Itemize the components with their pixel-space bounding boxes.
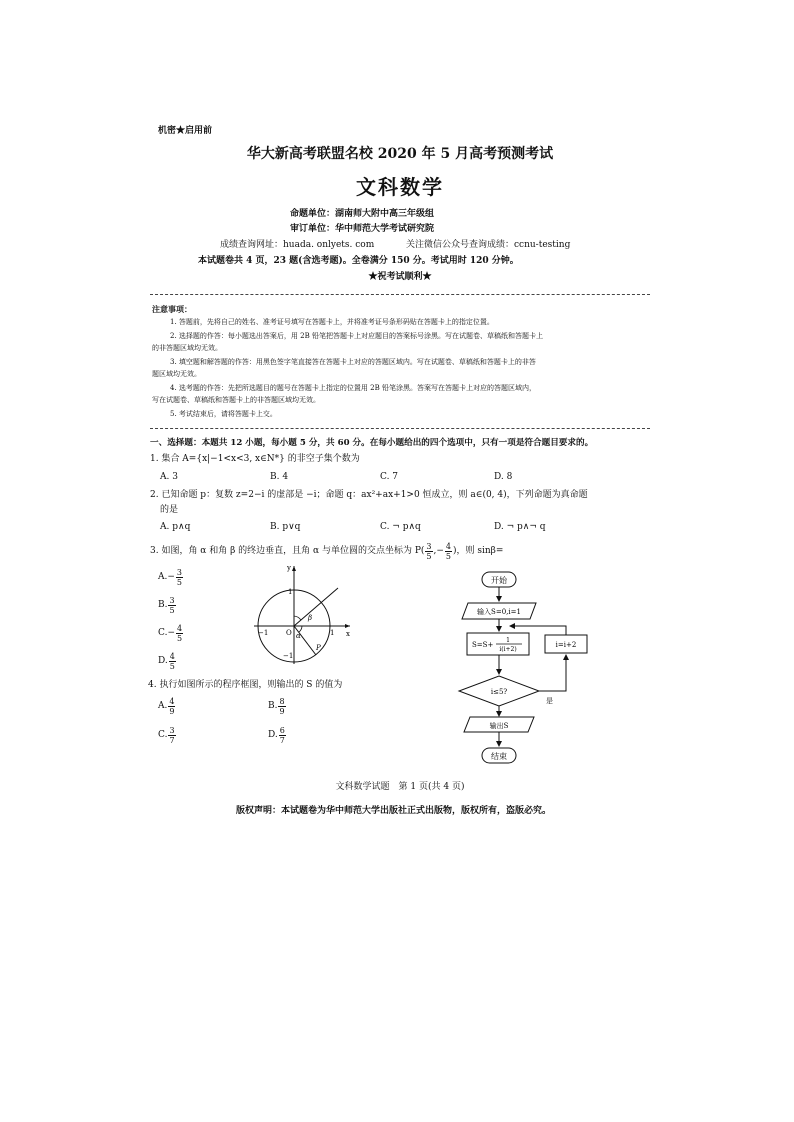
unit-circle-figure: [250, 560, 360, 670]
q4-option-a: [158, 697, 176, 716]
q4-option-den: 7: [279, 736, 285, 745]
beta-terminal-side: [294, 588, 338, 626]
alpha-label: α: [296, 632, 301, 640]
notice-line: 题区域均无效。: [152, 370, 201, 378]
q3-py-sign: −: [436, 546, 444, 556]
q4-option-fraction: [168, 697, 175, 716]
review-unit: 审订单位：华中师范大学考试研究院: [290, 224, 435, 234]
q2-option-d: D. ¬ p∧¬ q: [494, 522, 546, 532]
q3-option-sign: −: [167, 628, 175, 638]
q4-option-label: A.: [158, 701, 168, 711]
tick-one-right: 1: [330, 629, 335, 637]
flow-output-label: 输出S: [489, 722, 509, 730]
q4-option-b: [268, 697, 287, 716]
q3-option-d: [158, 652, 177, 671]
flow-end-label: 结束: [491, 752, 507, 761]
volume-info: 本试题卷共 4 页，23 题(含选考题)。全卷满分 150 分。考试用时 120 分钟。: [198, 256, 519, 266]
q4-stem: 4. 执行如图所示的程序框图，则输出的 S 的值为: [148, 680, 343, 690]
q4-option-den: 9: [279, 707, 285, 716]
q4-option-den: 7: [169, 736, 175, 745]
q1-option-d: D. 8: [494, 472, 513, 482]
q1-option-b: B. 4: [270, 472, 289, 482]
copyright-notice: 版权声明：本试题卷为华中师范大学出版社正式出版物，版权所有，盗版必究。: [236, 806, 552, 816]
q4-option-c: [158, 726, 177, 745]
q3-px-den: 5: [426, 552, 432, 561]
exam-title: 华大新高考联盟名校 2020 年 5 月高考预测考试: [246, 146, 554, 162]
q1-option-a: A. 3: [160, 472, 178, 482]
author-unit: 命题单位：湖南师大附中高三年级组: [290, 209, 435, 219]
secret-label: 机密★启用前: [158, 126, 213, 136]
tick-neg-one-bottom: −1: [283, 652, 294, 660]
q3-option-label: C.: [158, 628, 168, 638]
q3-option-fraction: [168, 596, 175, 615]
q3-option-sign: −: [167, 572, 175, 582]
flow-assign-den: i(i+2): [499, 646, 517, 653]
flow-assign-num: 1: [506, 637, 510, 644]
q3-option-fraction: [169, 652, 176, 671]
q3-option-fraction: [176, 624, 183, 643]
wechat-info: 关注微信公众号查询成绩：ccnu-testing: [406, 240, 571, 250]
flow-start-label: 开始: [491, 576, 507, 585]
notice-title: 注意事项：: [152, 304, 192, 314]
y-label: y: [287, 564, 291, 572]
notice-line: 4. 选考题的作答：先把所选题目的题号在答题卡上指定的位置用 2B 铅笔涂黑。答案写在答题卡上对应的答题区域内，: [170, 384, 536, 392]
q3-option-den: 5: [176, 634, 183, 643]
q1-option-c: C. 7: [380, 472, 399, 482]
flow-decision-label: i≤5?: [490, 688, 508, 696]
section-heading: 一、选择题：本题共 12 小题，每小题 5 分，共 60 分。在每小题给出的四个选项中，只有一项是符合题目要求的。: [150, 438, 594, 448]
q3-comma: ,: [433, 546, 437, 556]
q3-option-den: 5: [169, 662, 175, 671]
q3-option-den: 5: [176, 578, 183, 587]
notice-divider-bottom: [150, 428, 650, 429]
q4-option-fraction: [168, 726, 175, 745]
q3-px-num: 3: [426, 542, 432, 551]
notice-line: 5. 考试结束后，请将答题卡上交。: [170, 410, 277, 418]
flow-increment-label: i=i+2: [555, 641, 577, 649]
q3-option-label: B.: [158, 600, 168, 610]
q4-option-num: 8: [279, 697, 285, 706]
q4-option-d: [268, 726, 287, 745]
q3-option-b: [158, 596, 177, 615]
q3-option-num: 3: [176, 568, 183, 577]
q2-option-a: A. p∧q: [160, 522, 191, 532]
point-p-label: P: [316, 644, 321, 652]
notice-line: 写在试题卷、草稿纸和答题卡上的非答题区域均无效。: [152, 396, 320, 404]
q3-py-fraction: [445, 542, 452, 561]
q2-stem-cont: 的是: [160, 505, 179, 515]
q4-option-num: 3: [169, 726, 175, 735]
subject-title: 文科数学: [356, 175, 444, 199]
q3-stem-text: 3. 如图，角 α 和角 β 的终边垂直，且角 α 与单位圆的交点坐标为 P(: [150, 546, 425, 556]
q4-option-label: B.: [268, 701, 278, 711]
q3-option-num: 3: [169, 596, 175, 605]
alpha-terminal-side: [294, 626, 316, 655]
tick-neg-one-left: −1: [258, 629, 269, 637]
q4-option-fraction: [279, 726, 286, 745]
x-axis-arrow: [345, 624, 350, 628]
flow-input-label: 输入S=0,i=1: [477, 608, 521, 616]
score-site: 成绩查询网址：huada. onlyets. com: [220, 240, 375, 250]
flowchart: [450, 566, 600, 772]
q2-stem: 2. 已知命题 p：复数 z=2−i 的虚部是 −i；命题 q：ax²+ax+1>0 恒成立，则 a∈(0, 4)，下列命题为真命题: [150, 490, 588, 500]
q3-option-fraction: [176, 568, 183, 587]
q2-option-b: B. p∨q: [270, 522, 301, 532]
q3-px-fraction: [425, 542, 432, 561]
q3-option-a: [158, 568, 184, 587]
flow-assign-prefix: S=S+: [472, 641, 494, 649]
y-axis-arrow: [292, 566, 296, 571]
q3-option-den: 5: [169, 606, 175, 615]
q4-option-num: 6: [279, 726, 285, 735]
good-luck: ★祝考试顺利★: [368, 272, 432, 282]
q1-stem: 1. 集合 A={x|−1<x<3, x∈N*} 的非空子集个数为: [150, 454, 360, 464]
notice-line: 1. 答题前，先将自己的姓名、准考证号填写在答题卡上，并将准考证号条形码贴在答题卡上的指定位置。: [170, 318, 494, 326]
beta-label: β: [308, 614, 313, 622]
origin-label: O: [286, 629, 292, 637]
q4-option-den: 9: [169, 707, 175, 716]
q3-option-c: [158, 624, 184, 643]
notice-line: 2. 选择题的作答：每小题选出答案后，用 2B 铅笔把答题卡上对应题目的答案标号涂黑。写在试题卷、草稿纸和答题卡上: [170, 332, 543, 340]
notice-line: 3. 填空题和解答题的作答：用黑色签字笔直接答在答题卡上对应的答题区域内。写在试题卷、草稿纸和答题卡上的非答: [170, 358, 536, 366]
q4-option-fraction: [278, 697, 285, 716]
notice-line: 的非答题区域均无效。: [152, 344, 222, 352]
x-label: x: [346, 630, 350, 638]
q3-option-label: A.: [158, 572, 168, 582]
flow-yes-arrow: [539, 655, 566, 691]
q3-py-den: 5: [445, 552, 452, 561]
beta-arc: [294, 616, 301, 620]
q4-option-num: 4: [169, 697, 175, 706]
flow-yes-label: 是: [546, 697, 553, 705]
q2-option-c: C. ¬ p∧q: [380, 522, 421, 532]
q3-stem: [150, 542, 503, 561]
q3-py-num: 4: [445, 542, 452, 551]
q3-stem-end: )，则 sinβ=: [453, 546, 504, 556]
q3-option-num: 4: [176, 624, 183, 633]
q3-option-num: 4: [169, 652, 175, 661]
q4-option-label: D.: [268, 730, 278, 740]
q3-option-label: D.: [158, 656, 168, 666]
notice-divider-top: [150, 294, 650, 295]
q4-option-label: C.: [158, 730, 168, 740]
page-footer: 文科数学试题 第 1 页(共 4 页): [335, 782, 465, 792]
tick-one-top: 1: [288, 588, 293, 596]
